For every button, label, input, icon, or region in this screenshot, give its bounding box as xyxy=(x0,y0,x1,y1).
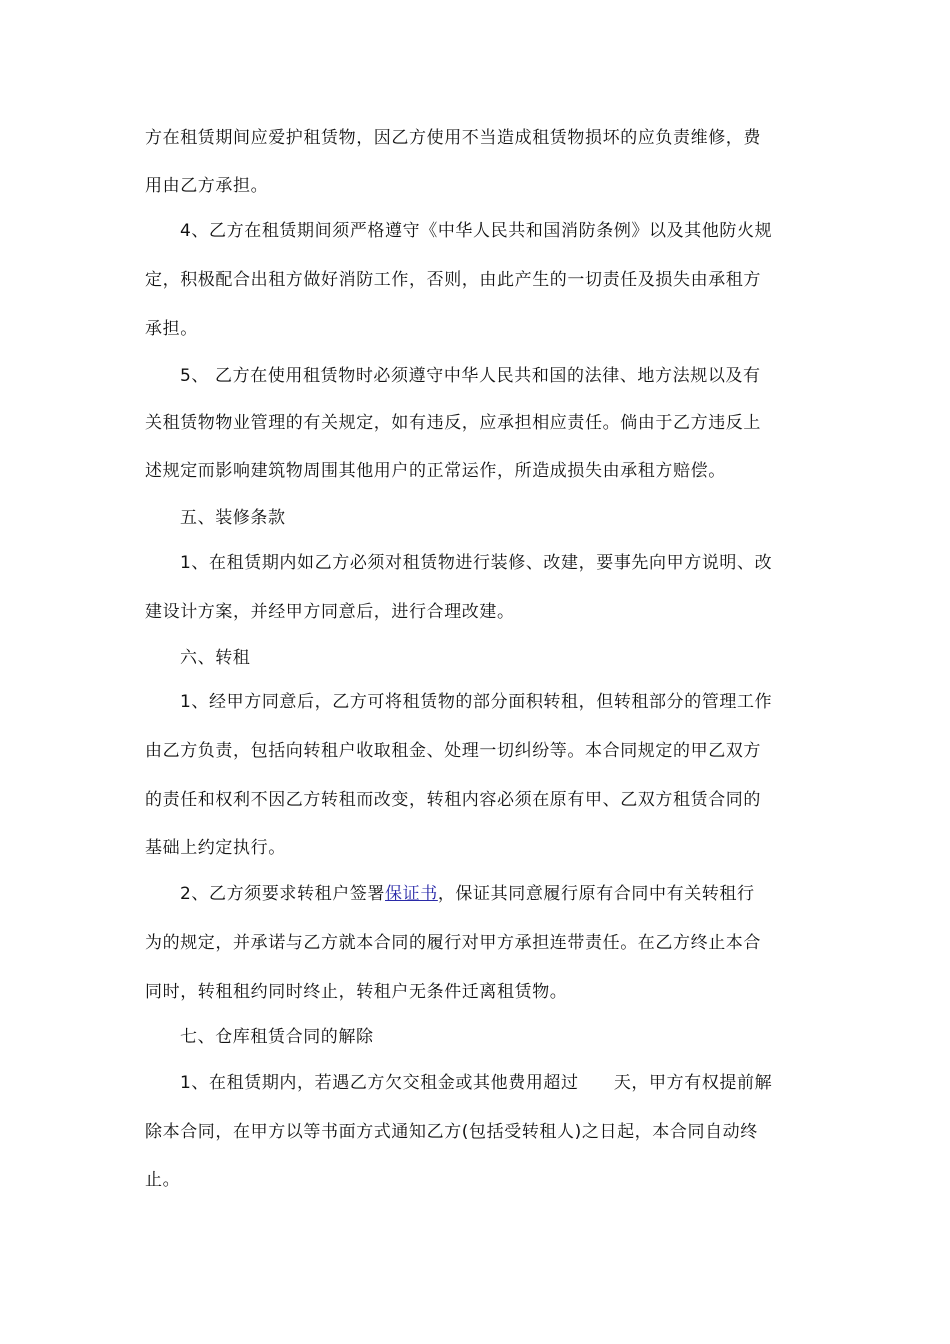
text-line xyxy=(0,785,950,815)
text-line-content: 述规定而影响建筑物周围其他用户的正常运作，所造成损失由承租方赔偿。 xyxy=(145,461,726,481)
text-line xyxy=(0,597,950,627)
text-line-content: 同时，转租租约同时终止，转租户无条件迁离租赁物。 xyxy=(145,982,568,1002)
text-line xyxy=(0,361,950,391)
text-line xyxy=(0,408,950,438)
text-line xyxy=(0,687,950,717)
section-heading-text: 六、转租 xyxy=(180,648,251,668)
text-line-content: 5、 乙方在使用租赁物时必须遵守中华人民共和国的法律、地方法规以及有 xyxy=(180,366,761,386)
text-line-content: 1、在租赁期内如乙方必须对租赁物进行装修、改建，要事先向甲方说明、改 xyxy=(180,553,773,573)
text-line-content: 用由乙方承担。 xyxy=(145,176,269,196)
text-line-content: 除本合同，在甲方以等书面方式通知乙方(包括受转租人)之日起，本合同自动终 xyxy=(145,1122,758,1142)
section-heading xyxy=(0,1022,950,1052)
text-line-with-link xyxy=(0,879,950,909)
text-line-content: 的责任和权利不因乙方转租而改变，转租内容必须在原有甲、乙双方租赁合同的 xyxy=(145,790,761,810)
text-line-content: 关租赁物物业管理的有关规定，如有违反，应承担相应责任。倘由于乙方违反上 xyxy=(145,413,761,433)
text-line-content: 1、经甲方同意后，乙方可将租赁物的部分面积转租，但转租部分的管理工作 xyxy=(180,692,773,712)
text-line-content: ，保证其同意履行原有合同中有关转租行 xyxy=(437,884,755,904)
text-line xyxy=(0,1117,950,1147)
guarantee-letter-link[interactable]: 保证书 xyxy=(385,884,438,904)
text-line xyxy=(0,928,950,958)
text-line xyxy=(0,216,950,246)
text-line xyxy=(0,548,950,578)
section-heading xyxy=(0,503,950,533)
text-line xyxy=(0,736,950,766)
text-line-content: 1、在租赁期内，若遇乙方欠交租金或其他费用超过 天，甲方有权提前解 xyxy=(180,1073,773,1093)
text-line xyxy=(0,171,950,201)
text-line-content: 止。 xyxy=(145,1170,181,1190)
text-line-content: 承担。 xyxy=(145,319,198,339)
section-heading-text: 五、装修条款 xyxy=(180,508,286,528)
text-line-content: 方在租赁期间应爱护租赁物，因乙方使用不当造成租赁物损坏的应负责维修，费 xyxy=(145,128,761,148)
text-line-content: 建设计方案，并经甲方同意后，进行合理改建。 xyxy=(145,602,515,622)
text-line-content: 定，积极配合出租方做好消防工作，否则，由此产生的一切责任及损失由承租方 xyxy=(145,270,761,290)
text-line xyxy=(0,1068,950,1098)
text-line xyxy=(0,265,950,295)
text-line-content: 由乙方负责，包括向转租户收取租金、处理一切纠纷等。本合同规定的甲乙双方 xyxy=(145,741,761,761)
text-line xyxy=(0,833,950,863)
text-line-content: 为的规定，并承诺与乙方就本合同的履行对甲方承担连带责任。在乙方终止本合 xyxy=(145,933,761,953)
text-line-content: 基础上约定执行。 xyxy=(145,838,286,858)
text-line xyxy=(0,1165,950,1195)
text-line xyxy=(0,314,950,344)
text-line xyxy=(0,123,950,153)
section-heading-text: 七、仓库租赁合同的解除 xyxy=(180,1027,374,1047)
text-line xyxy=(0,977,950,1007)
section-heading xyxy=(0,643,950,673)
text-line-content: 4、乙方在租赁期间须严格遵守《中华人民共和国消防条例》以及其他防火规 xyxy=(180,221,773,241)
text-line-content: 2、乙方须要求转租户签署 xyxy=(180,884,386,904)
text-line xyxy=(0,456,950,486)
